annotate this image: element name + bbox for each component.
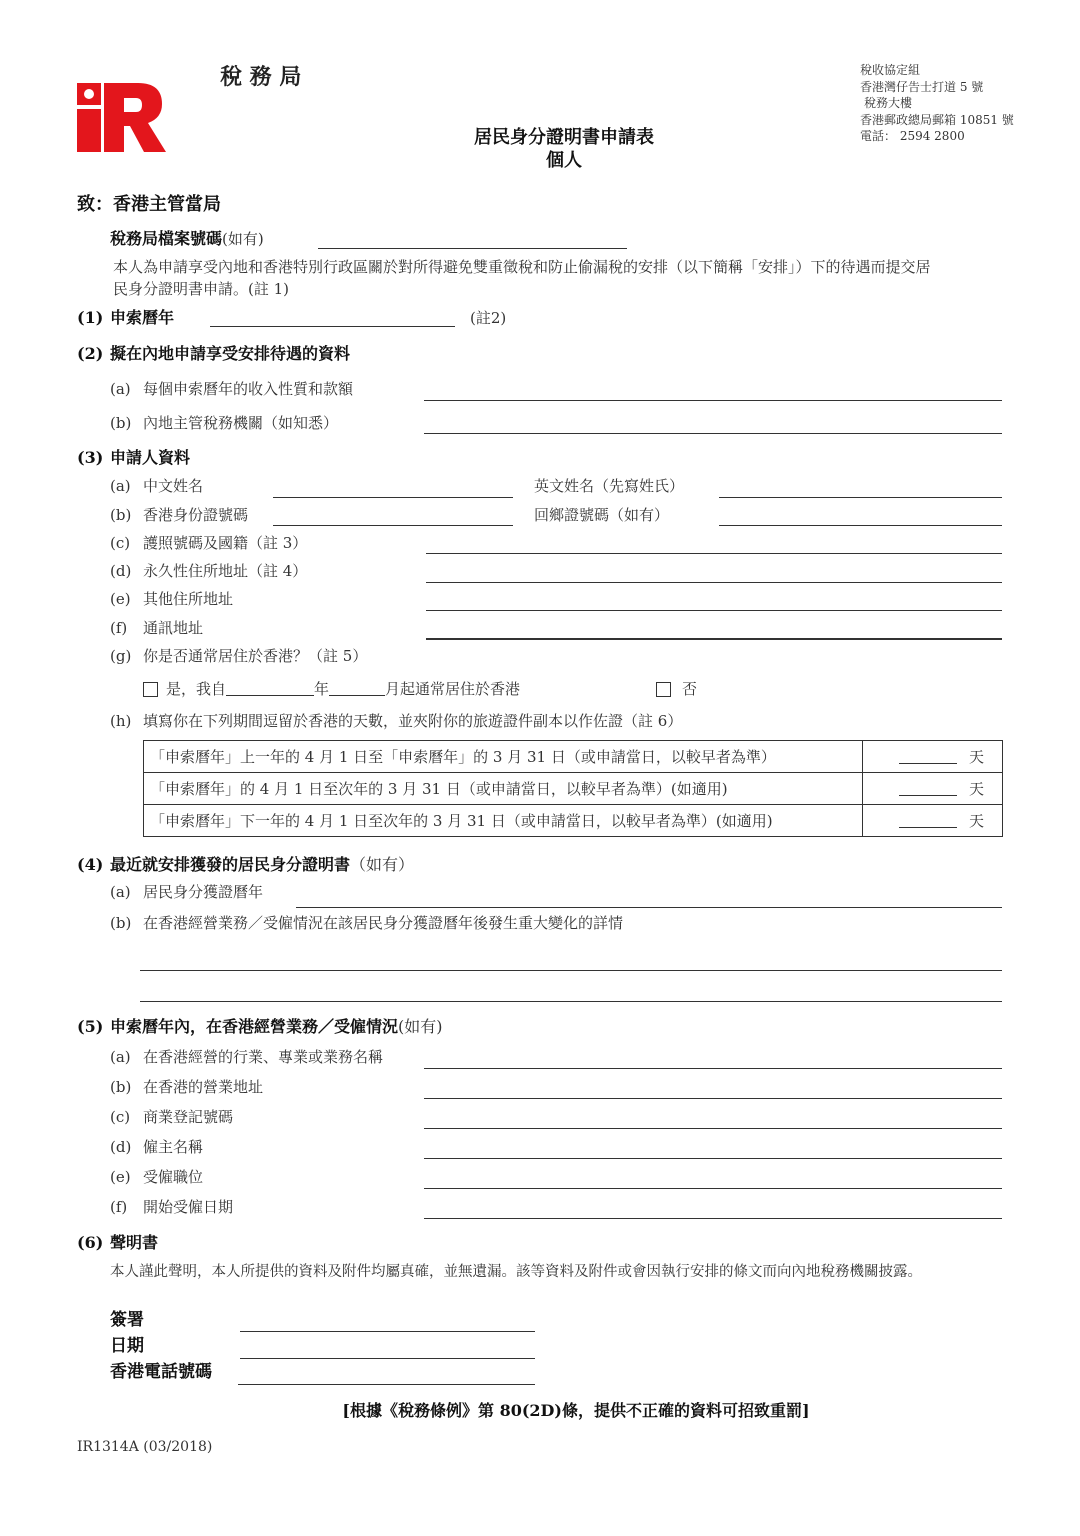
- correspondence-address-field[interactable]: [426, 638, 1002, 640]
- yes-text: 是，我自: [166, 680, 227, 698]
- item-key: (a): [110, 883, 131, 901]
- section-2-title: 擬在內地申請享受安排待遇的資料: [110, 344, 351, 363]
- business-address-field[interactable]: [424, 1098, 1002, 1099]
- days-field[interactable]: [899, 763, 957, 764]
- changes-field-line-2[interactable]: [140, 1001, 1002, 1002]
- permanent-address-label: 永久性住所地址（註 4）: [143, 562, 308, 580]
- section-6-title: 聲明書: [110, 1233, 159, 1252]
- days-field[interactable]: [899, 827, 957, 828]
- no-checkbox[interactable]: [656, 682, 671, 697]
- intro-line-1: 本人為申請享受內地和香港特別行政區關於對所得避免雙重徵稅和防止偷漏稅的安排（以下簡稱「安排」）下的待遇而提交居: [113, 258, 931, 276]
- business-address-label: 在香港的營業地址: [143, 1078, 264, 1096]
- section-1-number: (1): [77, 308, 104, 327]
- item-key: (e): [110, 1168, 131, 1186]
- yes-checkbox[interactable]: [143, 682, 158, 697]
- month-field[interactable]: [329, 695, 385, 696]
- year-field[interactable]: [226, 695, 314, 696]
- english-name-field[interactable]: [719, 497, 1002, 498]
- other-address-label: 其他住所地址: [143, 590, 234, 608]
- form-subtitle: 個人: [546, 150, 582, 171]
- days-unit: 天: [968, 748, 984, 766]
- form-title: 居民身分證明書申請表: [474, 127, 654, 148]
- passport-field[interactable]: [426, 553, 1002, 554]
- passport-label: 護照號碼及國籍（註 3）: [143, 534, 308, 552]
- period-cell: 「申索曆年」的 4 月 1 日至次年的 3 月 31 日（或申請當日，以較早者為準）(如適用): [144, 773, 863, 805]
- section-1-title: 申索曆年: [110, 308, 175, 327]
- yes-option: [166, 682, 520, 697]
- form-code: IR1314A (03/2018): [77, 1439, 213, 1455]
- days-cell[interactable]: [863, 805, 1003, 837]
- br-number-field[interactable]: [424, 1128, 1002, 1129]
- no-option: 否: [682, 680, 698, 698]
- certificate-year-label: 居民身分獲證曆年: [143, 883, 264, 901]
- declaration-text: 本人謹此聲明，本人所提供的資料及附件均屬真確，並無遺漏。該等資料及附件或會因執行安排的條文而向內地稅務機關披露。: [110, 1264, 922, 1280]
- employer-field[interactable]: [424, 1158, 1002, 1159]
- item-key: (a): [110, 380, 131, 398]
- section-5-title: 申索曆年內，在香港經營業務／受僱情況: [110, 1017, 399, 1036]
- signature-field[interactable]: [240, 1331, 535, 1332]
- days-cell[interactable]: [863, 773, 1003, 805]
- english-name-label: 英文姓名（先寫姓氏）: [534, 477, 685, 495]
- item-key: (g): [110, 647, 132, 665]
- section-2-number: (2): [77, 344, 104, 363]
- file-number-note: (如有): [222, 230, 264, 248]
- hkid-label: 香港身份證號碼: [143, 506, 249, 524]
- period-cell: 「申索曆年」下一年的 4 月 1 日至次年的 3 月 31 日（或申請當日，以較早者為準）(如適用): [144, 805, 863, 837]
- item-key: (b): [110, 506, 132, 524]
- intro-line-2: 民身分證明書申請。(註 1): [113, 280, 290, 298]
- permanent-address-field[interactable]: [426, 582, 1002, 583]
- item-key: (d): [110, 562, 132, 580]
- residence-question: 你是否通常居住於香港？（註 5）: [143, 647, 368, 665]
- section-5-number: (5): [77, 1017, 104, 1036]
- item-key: (b): [110, 1078, 132, 1096]
- item-key: (f): [110, 1198, 128, 1216]
- item-key: (h): [110, 712, 132, 730]
- business-name-label: 在香港經營的行業、專業或業務名稱: [143, 1048, 384, 1066]
- file-number-label: [110, 231, 264, 247]
- section-3-title: 申請人資料: [110, 448, 191, 467]
- file-number-field[interactable]: [318, 248, 627, 249]
- year-text: 年: [314, 680, 330, 698]
- item-key: (a): [110, 1048, 131, 1066]
- start-date-label: 開始受僱日期: [143, 1198, 234, 1216]
- start-date-field[interactable]: [424, 1218, 1002, 1219]
- item-key: (c): [110, 534, 131, 552]
- position-label: 受僱職位: [143, 1168, 204, 1186]
- item-key: (b): [110, 914, 132, 932]
- date-field[interactable]: [240, 1358, 535, 1359]
- file-number-title: 稅務局檔案號碼: [110, 229, 223, 248]
- correspondence-address-label: 通訊地址: [143, 619, 204, 637]
- section-5-note: (如有): [398, 1017, 443, 1036]
- address-line: 香港灣仔告士打道 5 號: [860, 79, 984, 94]
- date-label: 日期: [110, 1336, 144, 1356]
- address-line: 稅務大樓: [864, 96, 913, 110]
- chinese-name-field[interactable]: [273, 497, 513, 498]
- days-cell[interactable]: [863, 741, 1003, 773]
- days-unit: 天: [968, 780, 984, 798]
- income-field[interactable]: [424, 400, 1002, 401]
- table-row: [144, 741, 1003, 773]
- item-key: (d): [110, 1138, 132, 1156]
- home-return-permit-label: 回鄉證號碼（如有）: [534, 506, 670, 524]
- claim-year-field[interactable]: [210, 326, 455, 327]
- item-key: (f): [110, 619, 128, 637]
- period-cell: 「申索曆年」上一年的 4 月 1 日至「申索曆年」的 3 月 31 日（或申請當日，以較早者為準）: [144, 741, 863, 773]
- home-return-permit-field[interactable]: [719, 525, 1002, 526]
- item-key: (c): [110, 1108, 131, 1126]
- section-4-title: 最近就安排獲發的居民身分證明書: [110, 855, 351, 874]
- department-name: 稅 務 局: [220, 64, 302, 90]
- section-4-note: （如有）: [350, 855, 415, 874]
- address-line: 香港郵政總局郵箱 10851 號: [860, 112, 1014, 127]
- section-6-number: (6): [77, 1233, 104, 1252]
- item-key: (b): [110, 414, 132, 432]
- days-field[interactable]: [899, 795, 957, 796]
- position-field[interactable]: [424, 1188, 1002, 1189]
- address-line: 電話： 2594 2800: [860, 129, 965, 143]
- days-question: 填寫你在下列期間逗留於香港的天數，並夾附你的旅遊證件副本以作佐證（註 6）: [143, 712, 683, 730]
- business-name-field[interactable]: [424, 1068, 1002, 1069]
- phone-label: 香港電話號碼: [110, 1362, 212, 1382]
- table-row: [144, 805, 1003, 837]
- br-number-label: 商業登記號碼: [143, 1108, 234, 1126]
- mainland-authority-field[interactable]: [424, 433, 1002, 434]
- chinese-name-label: 中文姓名: [143, 477, 204, 495]
- days-table: [143, 740, 1003, 837]
- section-5-heading: [110, 1019, 443, 1035]
- changes-field-line-1[interactable]: [140, 970, 1002, 971]
- section-1-note: (註2): [470, 309, 507, 327]
- section-4-number: (4): [77, 855, 104, 874]
- table-row: [144, 773, 1003, 805]
- month-text: 月起通常居住於香港: [385, 680, 521, 698]
- hkid-field[interactable]: [273, 525, 513, 526]
- changes-label: 在香港經營業務／受僱情況在該居民身分獲證曆年後發生重大變化的詳情: [143, 914, 624, 932]
- section-4-heading: [110, 857, 414, 873]
- days-unit: 天: [968, 812, 984, 830]
- item-key: (e): [110, 590, 131, 608]
- section-3-number: (3): [77, 448, 104, 467]
- certificate-year-field[interactable]: [296, 907, 1002, 908]
- income-label: 每個申索曆年的收入性質和款額: [143, 380, 354, 398]
- phone-field[interactable]: [238, 1384, 535, 1385]
- addressee: 致：香港主管當局: [77, 194, 221, 215]
- other-address-field[interactable]: [426, 610, 1002, 611]
- item-key: (a): [110, 477, 131, 495]
- mainland-authority-label: 內地主管稅務機關（如知悉）: [143, 414, 339, 432]
- address-line: 稅收協定組: [860, 63, 921, 77]
- penalty-warning: [根據《稅務條例》第 80(2D)條，提供不正確的資料可招致重罰]: [342, 1401, 810, 1420]
- employer-label: 僱主名稱: [143, 1138, 204, 1156]
- signature-label: 簽署: [110, 1310, 144, 1330]
